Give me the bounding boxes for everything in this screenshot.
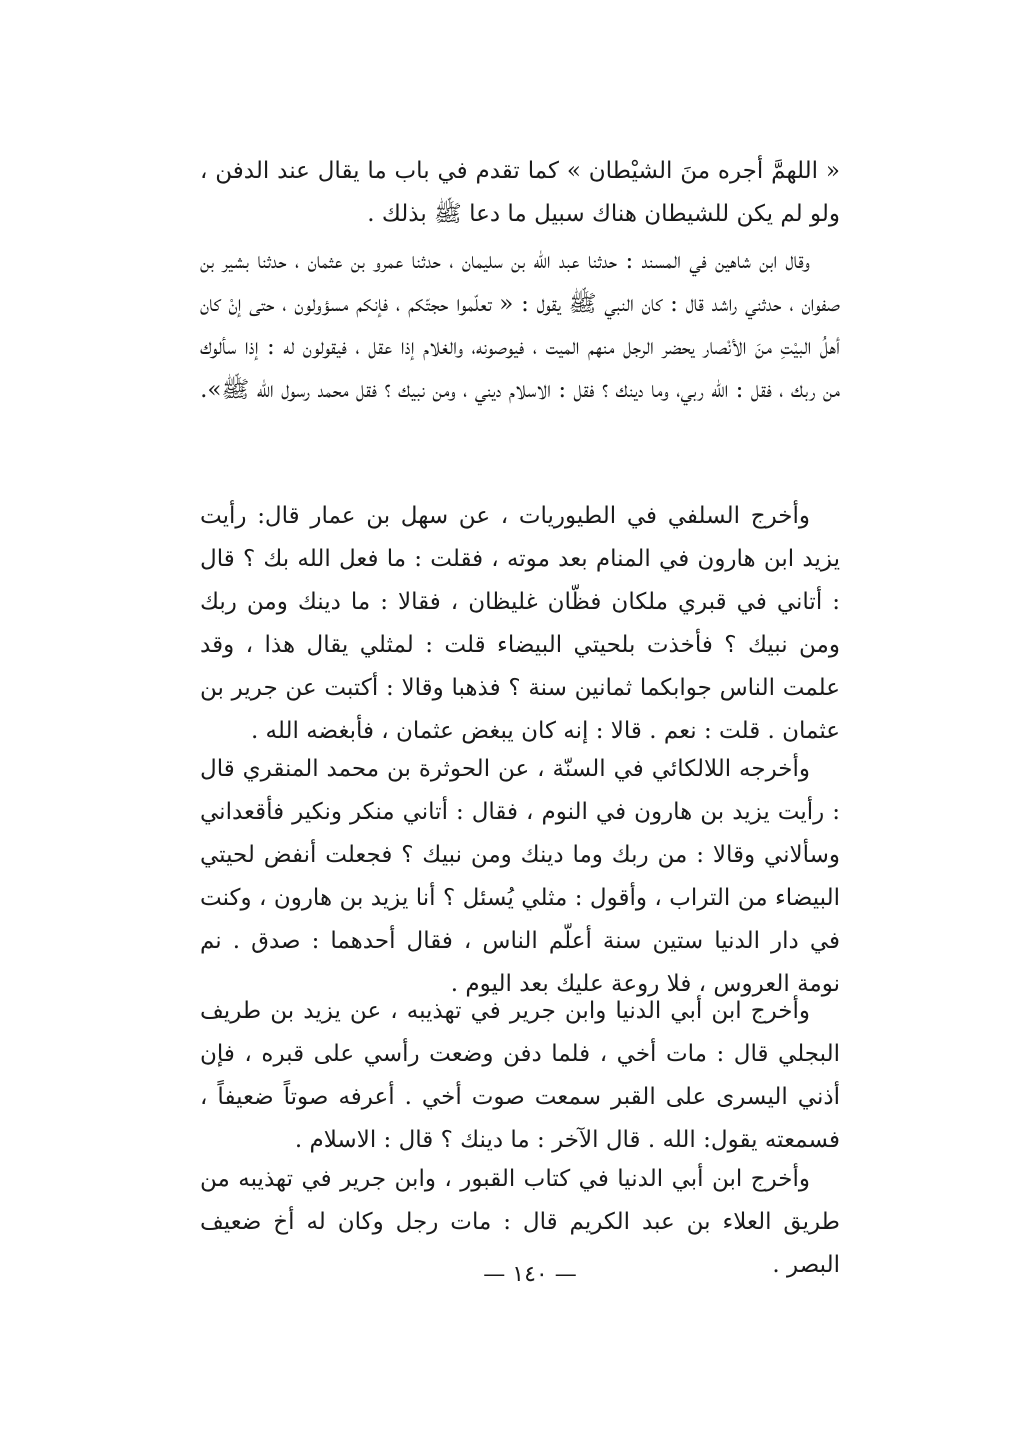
- paragraph-2: وقال ابن شاهين في المسند : حدثنا عبد الله بن سليمان ، حدثنا عمرو بن عثمان ، حدثنا بشير بن صفوان ، حدثني راشد قال : كان النبي ﷺ يقول : « تعلّموا حجتّكم ، فإنكم مسؤولون ، حتى إنْ كان أهلُ البيْتِ منَ الأنْصار يحضر الرجل منهم الميت ، فيوصونه، والغلام إذا عقل ، فيقولون له : إذا سألوك من ربك ، فقل : الله ربي، وما دينك ؟ فقل : الاسلام ديني ، ومن نبيك ؟ فقل محمد رسول الله ﷺ».: [200, 248, 840, 403]
- paragraph-4-block: [200, 748, 840, 1006]
- paragraph-5: وأخرج ابن أبي الدنيا وابن جرير في تهذيبه ، عن يزيد بن طريف البجلي قال : مات أخي ، فلما دفن وضعت رأسي على قبره ، فإن أذني اليسرى على القبر سمعت صوت أخي . أعرفه صوتاً ضعيفاً ، فسمعته يقول: الله . قال الآخر : ما دينك ؟ قال : الاسلام .: [200, 998, 840, 1153]
- paragraph-5-block: [200, 990, 840, 1162]
- paragraph-3-block: [200, 495, 840, 753]
- paragraph-3: وأخرج السلفي في الطيوريات ، عن سهل بن عمار قال: رأيت يزيد ابن هارون في المنام بعد موته ، فقلت : ما فعل الله بك ؟ قال : أتاني في قبري ملكان فظّان غليظان ، فقالا : ما دينك ومن ربك ومن نبيك ؟ فأخذت بلحيتي البيضاء قلت : لمثلي يقال هذا ، وقد علمت الناس جوابكما ثمانين سنة ؟ فذهبا وقالا : أكتبت عن جرير بن عثمان . قلت : نعم . قالا : إنه كان يبغض عثمان ، فأبغضه الله .: [200, 503, 840, 744]
- paragraph-4: وأخرجه اللالكائي في السنّة ، عن الحوثرة بن محمد المنقري قال : رأيت يزيد بن هارون في النوم ، فقال : أتاني منكر ونكير فأقعداني وسألاني وقالا : من ربك وما دينك ومن نبيك ؟ فجعلت أنفض لحيتي البيضاء من التراب ، وأقول : مثلي يُسئل ؟ أنا يزيد بن هارون ، وكنت في دار الدنيا ستين سنة أعلّم الناس ، فقال أحدهما : صدق . نم نومة العروس ، فلا روعة عليك بعد اليوم .: [200, 756, 840, 997]
- page-number: — ١٤٠ —: [483, 1262, 577, 1287]
- paragraph-2-block: [200, 240, 840, 412]
- paragraph-1: « اللهمَّ أجره منَ الشيْطان » كما تقدم في باب ما يقال عند الدفن ، ولو لم يكن للشيطان هناك سبيل ما دعا ﷺ بذلك .: [200, 158, 840, 227]
- paragraph-1-block: [200, 150, 840, 236]
- paragraph-6: وأخرج ابن أبي الدنيا في كتاب القبور ، وابن جرير في تهذيبه من طريق العلاء بن عبد الكريم قال : مات رجل وكان له أخ ضعيف البصر .: [200, 1166, 840, 1278]
